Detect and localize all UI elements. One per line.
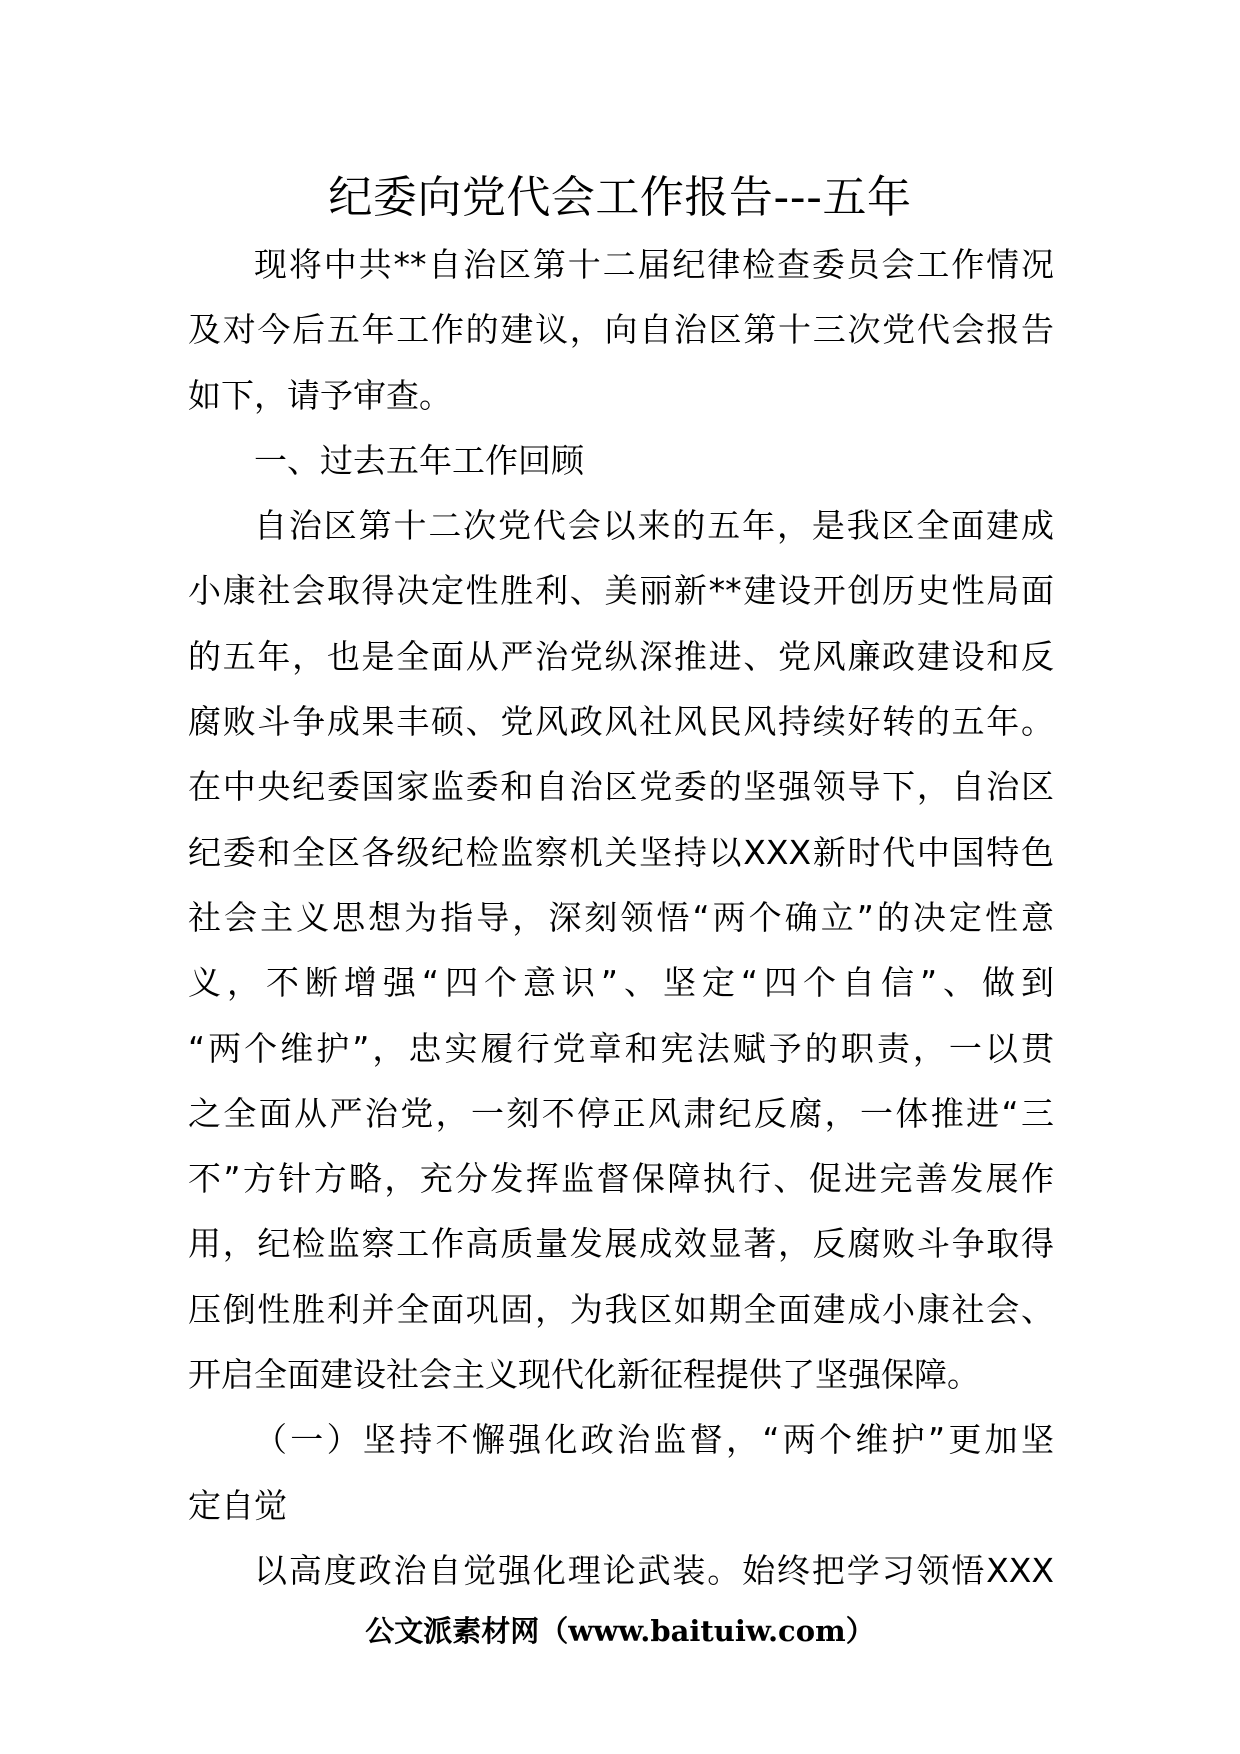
body-text-line: 纪委和全区各级纪检监察机关坚持以XXX新时代中国特色 [188, 832, 1054, 872]
body-text-line: 自治区第十二次党代会以来的五年，是我区全面建成 [254, 506, 1054, 546]
body-text-line: 的五年，也是全面从严治党纵深推进、党风廉政建设和反 [188, 636, 1054, 676]
body-text-line: 定自觉 [188, 1485, 287, 1525]
body-text-line: 不”方针方略，充分发挥监督保障执行、促进完善发展作 [188, 1159, 1054, 1199]
body-text-line: 以高度政治自觉强化理论武装。始终把学习领悟XXX [254, 1550, 1054, 1590]
body-text-line: “两个维护”，忠实履行党章和宪法赋予的职责，一以贯 [188, 1028, 1054, 1068]
body-text-line: 社会主义思想为指导，深刻领悟“两个确立”的决定性意 [188, 897, 1054, 937]
body-text-line: 及对今后五年工作的建议，向自治区第十三次党代会报告 [188, 310, 1054, 350]
body-text-line: 压倒性胜利并全面巩固，为我区如期全面建成小康社会、 [188, 1289, 1054, 1329]
document-title: 纪委向党代会工作报告---五年 [328, 172, 912, 223]
body-text-line: 义，不断增强“四个意识”、坚定“四个自信”、做到 [188, 963, 1054, 1003]
body-text-line: 用，纪检监察工作高质量发展成效显著，反腐败斗争取得 [188, 1224, 1054, 1264]
body-text-line: 如下，请予审查。 [188, 375, 452, 415]
body-text-line: 在中央纪委国家监委和自治区党委的坚强领导下，自治区 [188, 767, 1054, 807]
body-text-line: 开启全面建设社会主义现代化新征程提供了坚强保障。 [188, 1355, 980, 1395]
footer-watermark: 公文派素材网（www.baituiw.com） [365, 1614, 875, 1648]
body-text-line: 小康社会取得决定性胜利、美丽新**建设开创历史性局面 [188, 571, 1054, 611]
body-text-line: 现将中共**自治区第十二届纪律检查委员会工作情况 [254, 245, 1054, 284]
body-text-line: 之全面从严治党，一刻不停正风肃纪反腐，一体推进“三 [188, 1093, 1054, 1133]
document-body [188, 232, 1054, 1603]
body-text-line: 腐败斗争成果丰硕、党风政风社风民风持续好转的五年。 [188, 702, 1054, 742]
body-text-line: 一、过去五年工作回顾 [254, 440, 584, 480]
body-text-line: （一）坚持不懈强化政治监督，“两个维护”更加坚 [254, 1420, 1054, 1460]
